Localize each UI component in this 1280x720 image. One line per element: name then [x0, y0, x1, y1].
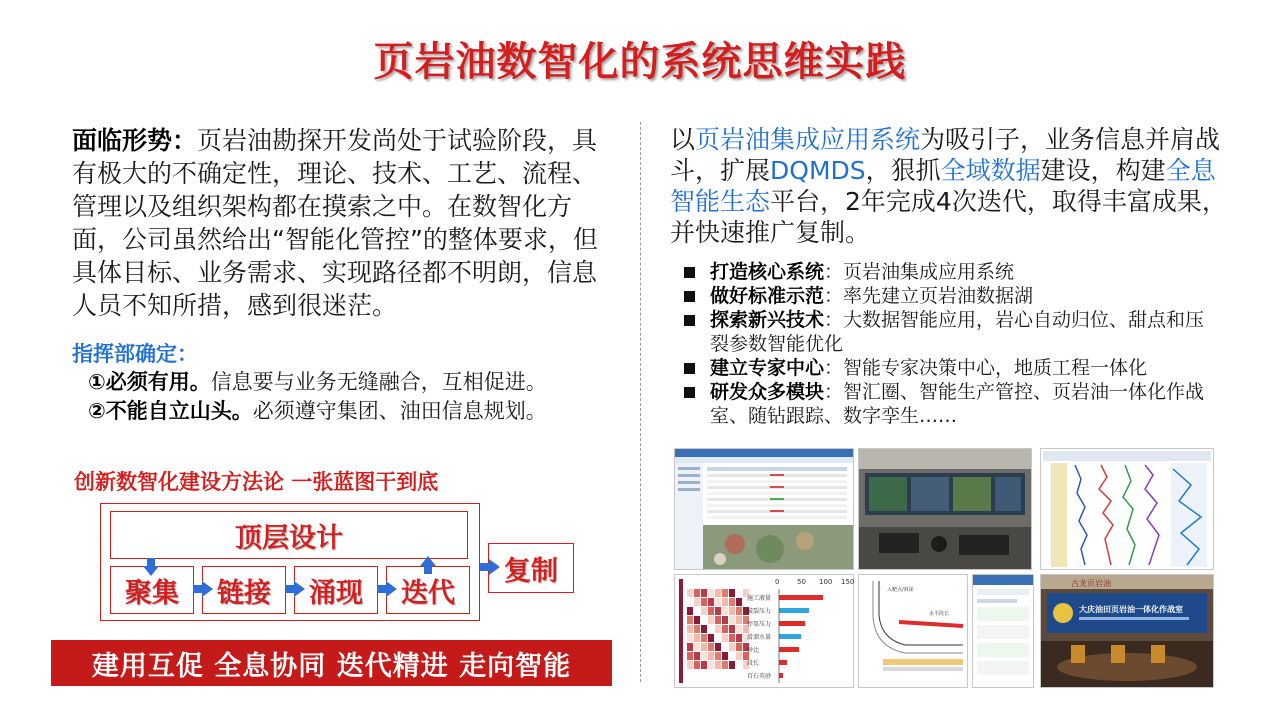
- slogan-banner: 建用互促 全息协同 迭代精进 走向智能: [51, 640, 612, 686]
- step-box-iterate: 迭代: [386, 566, 470, 614]
- heatmap-cell: [722, 616, 728, 624]
- heatmap-cell: [708, 634, 714, 642]
- situation-text: 页岩油勘探开发尚处于试验阶段，具有极大的不确定性，理论、技术、工艺、流程、管理以及组织架构都在摸索之中。在数智化方面，公司虽然给出“智能化管控”的整体要求，但具体目标、业务需求、实现路径都不明朗，信息人员不知所措，感到很迷茫。: [72, 126, 598, 320]
- heatmap-cell: [708, 625, 714, 633]
- control-room-image: [859, 449, 1031, 569]
- heatmap-cell: [729, 643, 735, 651]
- heatmap-cell: [715, 598, 721, 606]
- square-bullet-icon: [684, 363, 695, 374]
- heatmap-cell: [715, 643, 721, 651]
- intro-highlight: 页岩油集成应用系统: [695, 125, 921, 154]
- heatmap-cell: [729, 607, 735, 615]
- heatmap-cell: [722, 652, 728, 660]
- heatmap-cell: [722, 634, 728, 642]
- bullet-bold: 研发众多模块: [710, 381, 825, 403]
- rule-1-bold: ①必须有用。: [88, 370, 211, 394]
- well-trajectory-image: [859, 575, 967, 687]
- thumb-heatmap-bar-chart: [674, 574, 854, 688]
- heatmap-cell: [701, 661, 707, 669]
- arrow-down-icon: [143, 566, 159, 576]
- heatmap-cell: [715, 661, 721, 669]
- heatmap-cell: [687, 589, 693, 597]
- square-bullet-icon: [684, 315, 695, 326]
- bar-axis-tick: 150: [841, 578, 855, 586]
- bar-label: 砂比: [747, 647, 760, 654]
- thumb-control-room-photo: [858, 448, 1032, 570]
- rule-2-bold: ②不能自立山头。: [88, 399, 253, 423]
- achievement-list: [682, 260, 1222, 428]
- arrow-right-icon: [294, 581, 305, 597]
- heatmap-cell: [687, 616, 693, 624]
- rule-2: [88, 397, 547, 426]
- heatmap-cell: [722, 625, 728, 633]
- top-design-box: 顶层设计: [110, 511, 468, 559]
- intro-part: ，狠抓: [865, 156, 941, 185]
- column-divider: [640, 122, 641, 682]
- bar: [779, 595, 823, 600]
- heatmap-cell: [694, 625, 700, 633]
- bullet-bold: 探索新兴技术: [710, 309, 825, 331]
- heatmap-cell: [722, 598, 728, 606]
- bar-label: 滑溜水量: [747, 634, 772, 641]
- heatmap-cell: [701, 607, 707, 615]
- heatmap-cell: [722, 643, 728, 651]
- heatmap-cell: [708, 616, 714, 624]
- bar-label: 破裂压力: [747, 608, 772, 615]
- strategy-paragraph: [670, 124, 1230, 248]
- heatmap-cell: [722, 589, 728, 597]
- heatmap-bar-image: [675, 575, 853, 687]
- heatmap-cell: [694, 661, 700, 669]
- heatmap-cell: [729, 625, 735, 633]
- heatmap-cell: [729, 661, 735, 669]
- bullet-text: ：大数据智能应用，岩心自动归位、甜点和压裂参数智能优化: [710, 309, 1205, 355]
- bar: [779, 660, 787, 665]
- heatmap-cell: [701, 643, 707, 651]
- heatmap-cell: [736, 589, 742, 597]
- room-sign: 大庆油田页岩油一体化作战室: [1079, 605, 1183, 614]
- heatmap-cell: [715, 616, 721, 624]
- bar-label: 施工液量: [747, 595, 772, 602]
- situation-label: 面临形势: [72, 126, 173, 155]
- bar-label: 百石英砂: [747, 673, 772, 680]
- bullet-text: ：页岩油集成应用系统: [824, 261, 1015, 283]
- heatmap-cell: [694, 598, 700, 606]
- bullet-bold: 打造核心系统: [710, 261, 825, 283]
- heatmap-cell: [701, 589, 707, 597]
- well-note: 入靶点/斜深: [887, 587, 914, 593]
- bullet-bold: 做好标准示范: [710, 285, 825, 307]
- heatmap-cell: [715, 589, 721, 597]
- bullet-text: ：智能专家决策中心，地质工程一体化: [824, 357, 1148, 379]
- well-label: 水平段长: [929, 611, 950, 617]
- square-bullet-icon: [684, 387, 695, 398]
- well-log-image: [1041, 449, 1213, 569]
- bar-label: 停泵压力: [747, 621, 772, 628]
- room-banner: 古龙页岩油: [1071, 579, 1111, 588]
- heatmap-cell: [701, 625, 707, 633]
- command-rules: [88, 368, 547, 426]
- heatmap-cell: [736, 643, 742, 651]
- intro-part: 为吸引子，业务信息并肩战斗，扩展: [670, 125, 1221, 185]
- arrow-right-icon: [386, 581, 397, 597]
- slide-title: 页岩油数智化的系统思维实践: [373, 39, 907, 85]
- heatmap-cell: [729, 616, 735, 624]
- thumb-software-screenshot: [674, 448, 854, 570]
- heatmap-cell: [736, 652, 742, 660]
- rule-2-text: 必须遵守集团、油田信息规划。: [252, 399, 547, 423]
- heatmap-cell: [694, 616, 700, 624]
- bar-axis-tick: 50: [797, 578, 806, 586]
- bar: [779, 673, 783, 678]
- square-bullet-icon: [684, 267, 695, 278]
- step-box-link: 链接: [202, 566, 286, 614]
- heatmap-cell: [736, 616, 742, 624]
- method-heading: 创新数智化建设方法论 一张蓝图干到底: [74, 470, 439, 494]
- bar: [779, 647, 799, 652]
- intro-part: 建设，构建: [1040, 156, 1166, 185]
- heatmap-cell: [694, 643, 700, 651]
- intro-part: 平台，2年完成4次迭代，取得丰富成果，并快速推广复制。: [670, 187, 1227, 247]
- heatmap-cell: [701, 616, 707, 624]
- heatmap-cell: [715, 607, 721, 615]
- heatmap-cell: [729, 598, 735, 606]
- bar-axis-tick: 0: [775, 578, 780, 586]
- rule-1: [88, 368, 547, 397]
- bullet-text: ：智汇圈、智能生产管控、页岩油一体化作战室、随钻跟踪、数字孪生……: [710, 381, 1205, 427]
- intro-highlight: DQMDS: [770, 156, 866, 185]
- heatmap-cell: [701, 634, 707, 642]
- heatmap-cell: [736, 598, 742, 606]
- list-item: [682, 308, 1222, 356]
- heatmap-cell: [687, 652, 693, 660]
- heatmap-cell: [694, 589, 700, 597]
- copy-box: 复制: [488, 543, 574, 593]
- heatmap-cell: [722, 661, 728, 669]
- heatmap-cell: [715, 634, 721, 642]
- arrow-right-icon: [489, 559, 500, 575]
- thumb-mobile-app: [972, 574, 1034, 688]
- software-screenshot-image: [675, 449, 853, 569]
- list-item: [682, 380, 1222, 428]
- heatmap-cell: [694, 634, 700, 642]
- mobile-app-image: [973, 575, 1033, 687]
- thumb-operations-room: [1040, 574, 1214, 688]
- situation-paragraph: [72, 124, 617, 322]
- arrow-right-icon: [202, 581, 213, 597]
- heatmap-cell: [708, 589, 714, 597]
- heatmap-cell: [694, 652, 700, 660]
- heatmap-cell: [701, 652, 707, 660]
- square-bullet-icon: [684, 291, 695, 302]
- heatmap-cell: [687, 643, 693, 651]
- heatmap-cell: [708, 598, 714, 606]
- heatmap-cell: [687, 607, 693, 615]
- heatmap-cell: [715, 652, 721, 660]
- bar-label: 段长: [747, 660, 760, 667]
- bullet-text: ：率先建立页岩油数据湖: [824, 285, 1034, 307]
- bar-axis-tick: 100: [819, 578, 833, 586]
- heatmap-cell: [736, 607, 742, 615]
- heatmap-cell: [729, 589, 735, 597]
- heatmap-cell: [736, 634, 742, 642]
- command-heading: 指挥部确定：: [72, 342, 198, 366]
- intro-highlight: 全域数据: [940, 156, 1041, 185]
- heatmap-cell: [708, 661, 714, 669]
- heatmap-cell: [729, 652, 735, 660]
- thumb-well-trajectory: [858, 574, 968, 688]
- heatmap: [679, 579, 683, 683]
- heatmap-cell: [687, 661, 693, 669]
- bullet-bold: 建立专家中心: [710, 357, 825, 379]
- intro-part: 以: [670, 125, 696, 154]
- bar: [779, 621, 805, 626]
- heatmap-cell: [715, 625, 721, 633]
- operations-room-image: [1041, 575, 1213, 687]
- heatmap-cell: [736, 625, 742, 633]
- list-item: [682, 284, 1222, 308]
- intro-highlight: 全息智能生态: [670, 156, 1216, 216]
- heatmap-cell: [736, 661, 742, 669]
- step-box-emerge: 涌现: [294, 566, 378, 614]
- heatmap-cell: [687, 625, 693, 633]
- arrow-up-icon: [420, 556, 436, 566]
- heatmap-cell: [694, 607, 700, 615]
- heatmap-cell: [708, 607, 714, 615]
- heatmap-cell: [701, 598, 707, 606]
- rule-1-text: 信息要与业务无缝融合，互相促进。: [210, 370, 547, 394]
- bar: [779, 634, 801, 639]
- situation-colon: ：: [172, 126, 198, 155]
- thumb-well-log-chart: [1040, 448, 1214, 570]
- heatmap-cell: [687, 634, 693, 642]
- list-item: [682, 356, 1222, 380]
- step-box-gather: 聚集: [110, 566, 194, 614]
- heatmap-cell: [708, 643, 714, 651]
- list-item: [682, 260, 1222, 284]
- heatmap-cell: [708, 652, 714, 660]
- bar: [779, 608, 809, 613]
- heatmap-cell: [729, 634, 735, 642]
- heatmap-cell: [722, 607, 728, 615]
- heatmap-cell: [687, 598, 693, 606]
